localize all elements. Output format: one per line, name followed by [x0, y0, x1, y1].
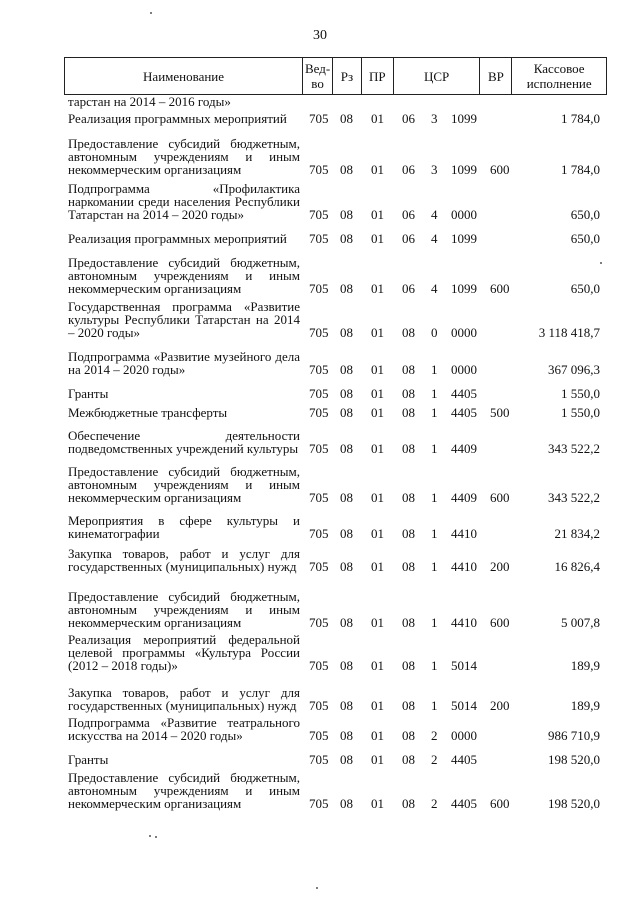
cell-ved: 705 — [309, 615, 329, 630]
cell-c3: 4410 — [451, 559, 477, 574]
cell-vr: 600 — [490, 490, 510, 505]
table-header — [64, 57, 607, 95]
cell-pr: 01 — [371, 615, 384, 630]
cell-c2: 1 — [431, 362, 438, 377]
table-row — [64, 633, 607, 672]
cell-c3: 4405 — [451, 386, 477, 401]
cell-c1: 08 — [402, 559, 415, 574]
cell-c2: 1 — [431, 615, 438, 630]
scan-speck — [149, 835, 151, 837]
row-name: Подпрограмма «Развитие театрального искусства на 2014 – 2020 годы» — [68, 715, 300, 743]
cell-amt: 1 784,0 — [561, 162, 600, 177]
table-row — [64, 590, 607, 629]
cell-ved: 705 — [309, 111, 329, 126]
cell-rz: 08 — [340, 490, 353, 505]
cell-rz: 08 — [340, 405, 353, 420]
table-row — [64, 429, 607, 455]
table-row — [64, 547, 607, 573]
cell-ved: 705 — [309, 386, 329, 401]
cell-c1: 08 — [402, 728, 415, 743]
scan-speck — [150, 12, 152, 14]
cell-c1: 08 — [402, 752, 415, 767]
cell-rz: 08 — [340, 231, 353, 246]
table-row — [64, 465, 607, 504]
cell-pr: 01 — [371, 405, 384, 420]
cell-rz: 08 — [340, 325, 353, 340]
cell-c2: 1 — [431, 490, 438, 505]
cell-amt: 189,9 — [570, 698, 600, 713]
cell-amt: 343 522,2 — [548, 490, 600, 505]
cell-pr: 01 — [371, 752, 384, 767]
cell-c3: 4410 — [451, 615, 477, 630]
cell-pr: 01 — [371, 207, 384, 222]
cell-c2: 1 — [431, 698, 438, 713]
cell-c2: 1 — [431, 559, 438, 574]
cell-vr: 600 — [490, 796, 510, 811]
cell-c3: 0000 — [451, 728, 477, 743]
row-name: Мероприятия в сфере культуры и кинематографии — [68, 513, 300, 541]
cell-amt: 3 118 418,7 — [538, 325, 600, 340]
table-row — [64, 232, 607, 245]
cell-amt: 189,9 — [570, 658, 600, 673]
row-name: Подпрограмма «Профилактика наркомании среди населения Республики Татарстан на 2014 – 2020 годы» — [68, 181, 300, 222]
row-name: Предоставление субсидий бюджетным, автономным учреждениям и иным некоммерческим организациям — [68, 255, 300, 296]
cell-c2: 1 — [431, 405, 438, 420]
cell-rz: 08 — [340, 207, 353, 222]
table-row — [64, 387, 607, 400]
table-row — [64, 686, 607, 712]
cell-rz: 08 — [340, 281, 353, 296]
cell-c3: 1099 — [451, 162, 477, 177]
cell-c3: 4410 — [451, 526, 477, 541]
cell-ved: 705 — [309, 207, 329, 222]
cell-vr: 200 — [490, 698, 510, 713]
cell-rz: 08 — [340, 441, 353, 456]
cell-vr: 600 — [490, 281, 510, 296]
table-row — [64, 256, 607, 295]
cell-pr: 01 — [371, 281, 384, 296]
cell-pr: 01 — [371, 162, 384, 177]
cell-c3: 0000 — [451, 325, 477, 340]
row-name: Гранты — [68, 752, 109, 767]
cell-c1: 08 — [402, 405, 415, 420]
cell-c1: 08 — [402, 698, 415, 713]
cell-c1: 08 — [402, 658, 415, 673]
cell-pr: 01 — [371, 362, 384, 377]
cell-c2: 3 — [431, 162, 438, 177]
row-name: Государственная программа «Развитие культуры Республики Татарстан на 2014 – 2020 годы» — [68, 299, 300, 340]
cell-rz: 08 — [340, 559, 353, 574]
cell-pr: 01 — [371, 698, 384, 713]
cell-c3: 5014 — [451, 658, 477, 673]
cell-pr: 01 — [371, 559, 384, 574]
cell-ved: 705 — [309, 325, 329, 340]
cell-c3: 1099 — [451, 111, 477, 126]
cell-amt: 1 550,0 — [561, 386, 600, 401]
cell-rz: 08 — [340, 526, 353, 541]
table-row — [64, 112, 607, 125]
cell-c1: 06 — [402, 207, 415, 222]
table-row — [64, 406, 607, 419]
cell-ved: 705 — [309, 281, 329, 296]
header-kassovoe: Кассовое исполнение — [526, 61, 592, 91]
cell-c1: 06 — [402, 231, 415, 246]
cell-pr: 01 — [371, 386, 384, 401]
cell-c3: 4409 — [451, 441, 477, 456]
cell-c1: 06 — [402, 281, 415, 296]
table-row — [64, 753, 607, 766]
cell-c3: 0000 — [451, 362, 477, 377]
cell-c3: 5014 — [451, 698, 477, 713]
row-name: Предоставление субсидий бюджетным, автономным учреждениям и иным некоммерческим организациям — [68, 464, 300, 505]
cell-ved: 705 — [309, 728, 329, 743]
cell-c2: 4 — [431, 231, 438, 246]
page-number: 30 — [313, 28, 327, 43]
header-name: Наименование — [65, 58, 303, 94]
row-name: Обеспечение деятельности подведомственных учреждений культуры — [68, 428, 300, 456]
table-row — [64, 300, 607, 339]
cell-ved: 705 — [309, 441, 329, 456]
cell-c2: 2 — [431, 728, 438, 743]
cell-ved: 705 — [309, 162, 329, 177]
table-row — [64, 771, 607, 810]
row-name: Предоставление субсидий бюджетным, автономным учреждениям и иным некоммерческим организациям — [68, 136, 300, 177]
cell-c2: 1 — [431, 526, 438, 541]
table-row — [64, 716, 607, 742]
cell-rz: 08 — [340, 111, 353, 126]
cell-pr: 01 — [371, 796, 384, 811]
cell-ved: 705 — [309, 752, 329, 767]
cell-c1: 08 — [402, 441, 415, 456]
cell-pr: 01 — [371, 231, 384, 246]
cell-pr: 01 — [371, 111, 384, 126]
row-name: Предоставление субсидий бюджетным, автономным учреждениям и иным некоммерческим организациям — [68, 770, 300, 811]
row-name: Межбюджетные трансферты — [68, 405, 228, 420]
cell-c1: 08 — [402, 325, 415, 340]
cell-c3: 0000 — [451, 207, 477, 222]
cell-rz: 08 — [340, 615, 353, 630]
cell-ved: 705 — [309, 559, 329, 574]
table-row — [64, 350, 607, 376]
cell-rz: 08 — [340, 386, 353, 401]
cell-c2: 2 — [431, 796, 438, 811]
cell-pr: 01 — [371, 441, 384, 456]
row-name: Реализация программных мероприятий — [68, 231, 287, 246]
cell-rz: 08 — [340, 698, 353, 713]
cell-c3: 4409 — [451, 490, 477, 505]
row-name: Закупка товаров, работ и услуг для государственных (муниципальных) нужд — [68, 546, 300, 574]
continued-text: тарстан на 2014 – 2016 годы» — [68, 94, 231, 109]
cell-rz: 08 — [340, 362, 353, 377]
scan-speck — [316, 887, 318, 889]
cell-c2: 3 — [431, 111, 438, 126]
cell-c2: 1 — [431, 441, 438, 456]
row-name: Закупка товаров, работ и услуг для государственных (муниципальных) нужд — [68, 685, 300, 713]
cell-ved: 705 — [309, 796, 329, 811]
cell-pr: 01 — [371, 728, 384, 743]
cell-amt: 986 710,9 — [548, 728, 600, 743]
cell-ved: 705 — [309, 490, 329, 505]
cell-amt: 1 784,0 — [561, 111, 600, 126]
cell-pr: 01 — [371, 658, 384, 673]
cell-c2: 4 — [431, 281, 438, 296]
cell-c3: 4405 — [451, 752, 477, 767]
cell-amt: 21 834,2 — [554, 526, 600, 541]
cell-c1: 08 — [402, 362, 415, 377]
row-name: Реализация программных мероприятий — [68, 111, 287, 126]
row-name: Предоставление субсидий бюджетным, автономным учреждениям и иным некоммерческим организациям — [68, 589, 300, 630]
header-rz: Рз — [333, 58, 362, 94]
cell-ved: 705 — [309, 231, 329, 246]
table-row — [64, 137, 607, 176]
row-name: Гранты — [68, 386, 109, 401]
cell-vr: 600 — [490, 162, 510, 177]
table-row — [64, 182, 607, 221]
cell-ved: 705 — [309, 658, 329, 673]
row-name: Подпрограмма «Развитие музейного дела на 2014 – 2020 годы» — [68, 349, 300, 377]
cell-c2: 2 — [431, 752, 438, 767]
header-pr: ПР — [362, 58, 394, 94]
cell-amt: 650,0 — [570, 207, 600, 222]
scan-speck — [600, 262, 602, 264]
cell-pr: 01 — [371, 526, 384, 541]
cell-amt: 198 520,0 — [548, 796, 600, 811]
cell-amt: 198 520,0 — [548, 752, 600, 767]
cell-vr: 500 — [490, 405, 510, 420]
cell-ved: 705 — [309, 362, 329, 377]
cell-c2: 1 — [431, 658, 438, 673]
cell-c1: 06 — [402, 162, 415, 177]
cell-rz: 08 — [340, 162, 353, 177]
header-ved: Вед- во — [303, 58, 333, 94]
cell-c1: 08 — [402, 615, 415, 630]
cell-c2: 0 — [431, 325, 438, 340]
cell-amt: 16 826,4 — [554, 559, 600, 574]
cell-c3: 1099 — [451, 281, 477, 296]
cell-rz: 08 — [340, 796, 353, 811]
header-csr: ЦСР — [394, 58, 481, 94]
cell-amt: 367 096,3 — [548, 362, 600, 377]
cell-amt: 5 007,8 — [561, 615, 600, 630]
row-name: Реализация мероприятий федеральной целевой программы «Культура России (2012 – 2018 годы)» — [68, 632, 300, 673]
cell-c1: 08 — [402, 796, 415, 811]
cell-c2: 4 — [431, 207, 438, 222]
cell-rz: 08 — [340, 728, 353, 743]
cell-rz: 08 — [340, 752, 353, 767]
cell-vr: 600 — [490, 615, 510, 630]
cell-amt: 650,0 — [570, 231, 600, 246]
cell-pr: 01 — [371, 490, 384, 505]
cell-c1: 08 — [402, 386, 415, 401]
cell-vr: 200 — [490, 559, 510, 574]
cell-ved: 705 — [309, 405, 329, 420]
cell-c1: 06 — [402, 111, 415, 126]
cell-ved: 705 — [309, 526, 329, 541]
cell-ved: 705 — [309, 698, 329, 713]
cell-c1: 08 — [402, 490, 415, 505]
header-vr: ВР — [480, 58, 512, 94]
cell-amt: 1 550,0 — [561, 405, 600, 420]
cell-c2: 1 — [431, 386, 438, 401]
cell-c3: 4405 — [451, 405, 477, 420]
cell-c3: 1099 — [451, 231, 477, 246]
cell-amt: 650,0 — [570, 281, 600, 296]
cell-c1: 08 — [402, 526, 415, 541]
table-row — [64, 514, 607, 540]
cell-c3: 4405 — [451, 796, 477, 811]
cell-amt: 343 522,2 — [548, 441, 600, 456]
scan-speck — [155, 836, 157, 838]
cell-pr: 01 — [371, 325, 384, 340]
cell-rz: 08 — [340, 658, 353, 673]
